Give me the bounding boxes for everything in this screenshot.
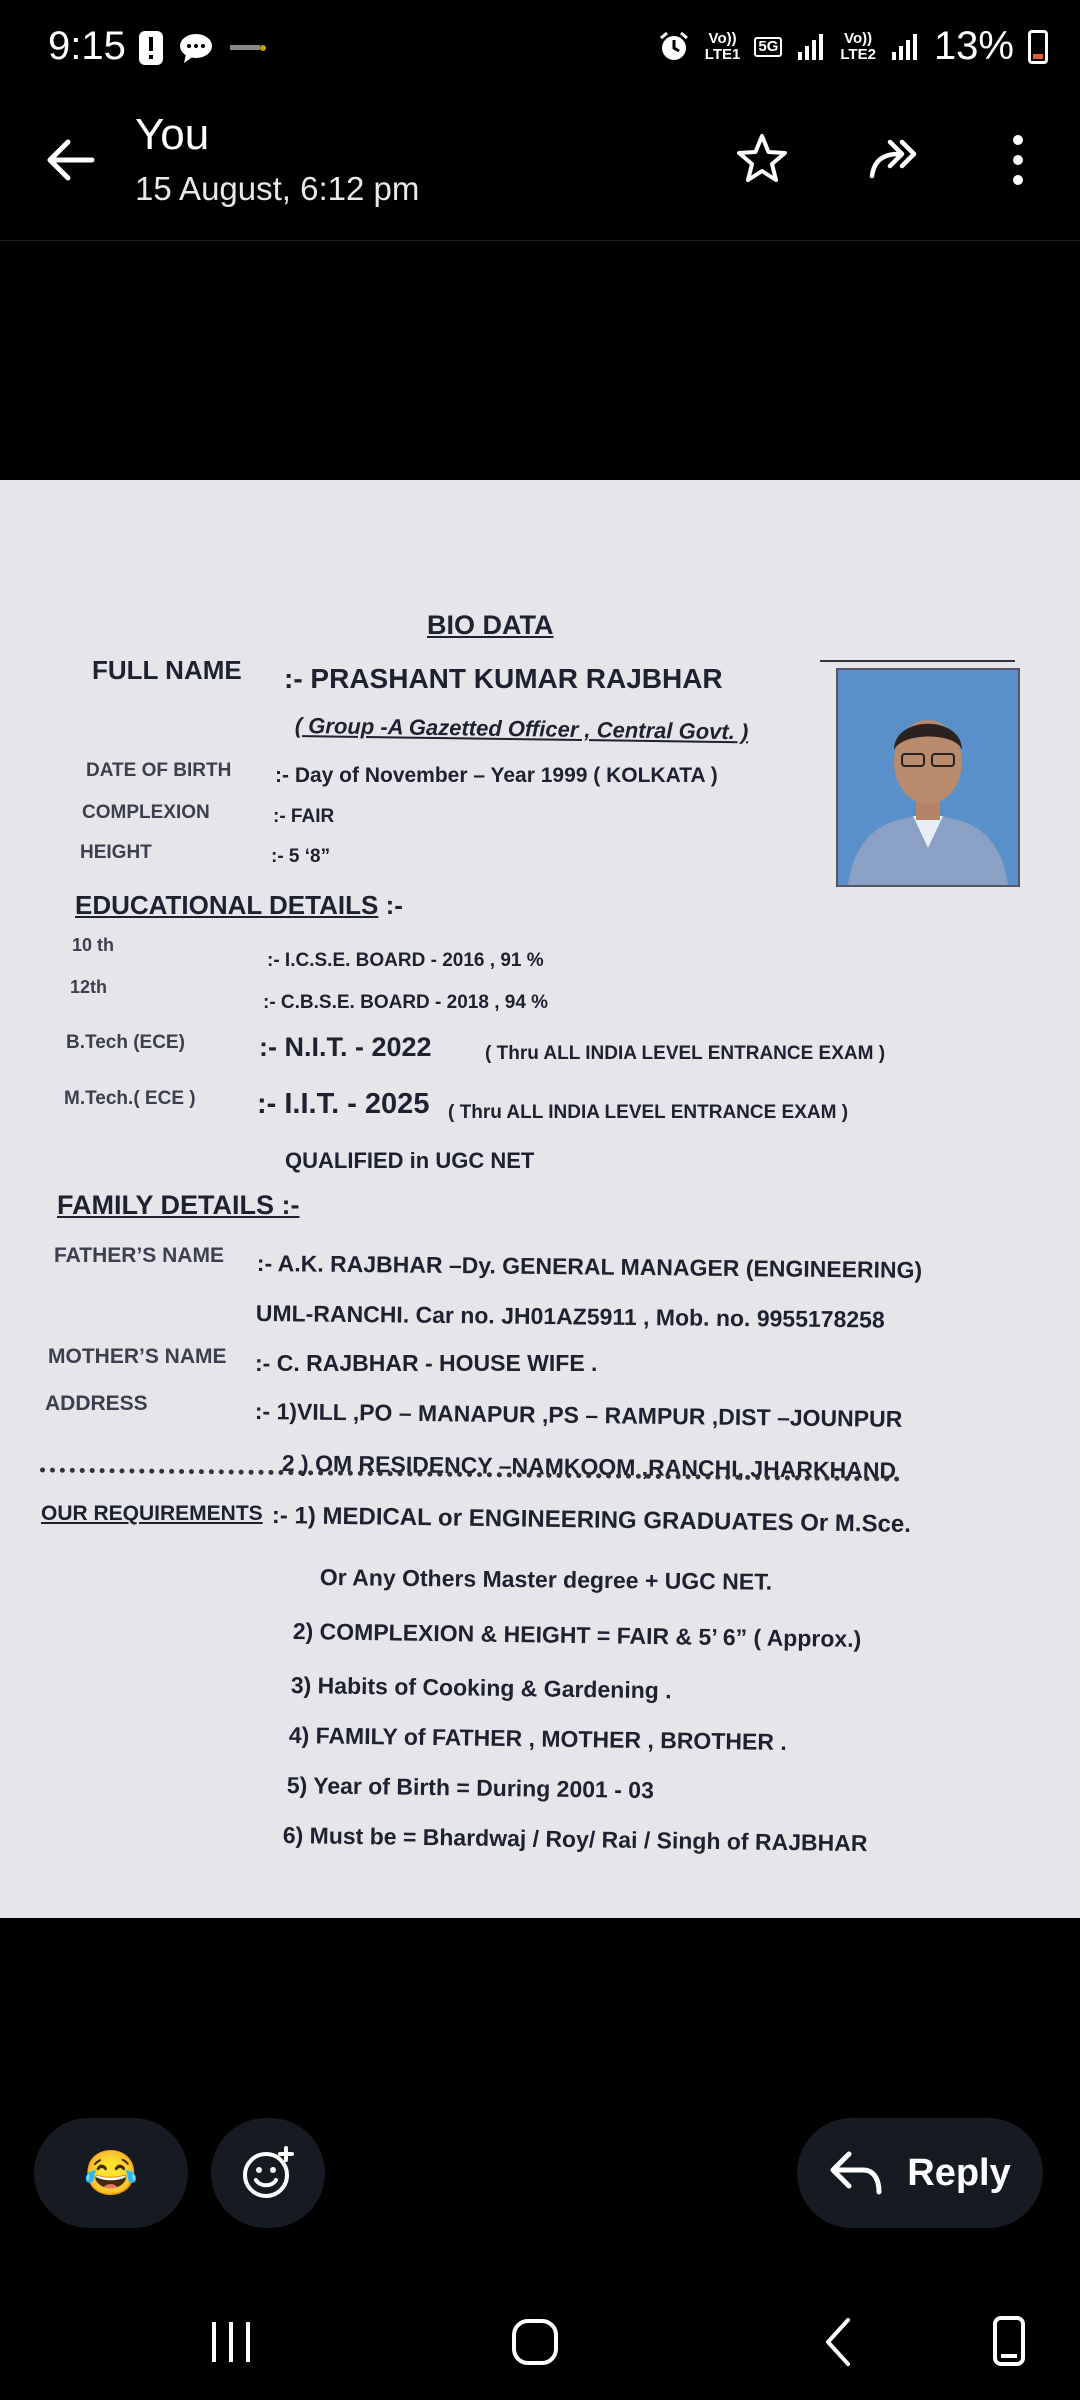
- app-notification-icon: [228, 40, 268, 56]
- requirement-6: 6) Must be = Bhardwaj / Roy/ Rai / Singh of RAJBHAR: [282, 1822, 868, 1857]
- star-icon[interactable]: [732, 130, 792, 190]
- family-heading: FAMILY DETAILS :-: [57, 1190, 300, 1220]
- biodata-image[interactable]: [0, 480, 1080, 1918]
- requirements-heading: OUR REQUIREMENTS: [41, 1502, 263, 1525]
- status-bar: [0, 0, 1080, 100]
- reaction-button[interactable]: [34, 2118, 188, 2228]
- twelfth-value: :- C.B.S.E. BOARD - 2018 , 94 %: [263, 992, 549, 1013]
- father-value-line2: UML-RANCHI. Car no. JH01AZ5911 , Mob. no. 9955178258: [255, 1300, 885, 1333]
- edu-heading: [75, 890, 403, 921]
- alert-icon: [138, 30, 164, 66]
- signal-icon-2: [890, 32, 920, 62]
- full-name-value: :- PRASHANT KUMAR RAJBHAR: [284, 663, 723, 694]
- more-options-icon[interactable]: [988, 130, 1048, 190]
- tenth-value: :- I.C.S.E. BOARD - 2016 , 91 %: [267, 950, 544, 971]
- viewer-header: [0, 110, 1080, 241]
- requirement-1b: Or Any Others Master degree + UGC NET.: [319, 1564, 773, 1595]
- tenth-label: 10 th: [72, 935, 115, 955]
- home-icon[interactable]: [500, 2312, 570, 2372]
- height-value: :- 5 ‘8”: [271, 846, 331, 867]
- back-arrow-icon[interactable]: [40, 130, 100, 190]
- dob-value: :- Day of November – Year 1999 ( KOLKATA ): [275, 764, 718, 787]
- person-photo-icon: [838, 670, 1018, 885]
- father-label: FATHER’S NAME: [54, 1244, 224, 1267]
- reply-button[interactable]: [797, 2118, 1043, 2228]
- battery-icon: [1028, 30, 1048, 64]
- requirement-2: 2) COMPLEXION & HEIGHT = FAIR & 5’ 6” ( Approx.): [292, 1618, 862, 1652]
- requirement-4: 4) FAMILY of FATHER , MOTHER , BROTHER .: [288, 1722, 787, 1755]
- laughing-emoji-icon: 😂: [83, 2149, 139, 2198]
- btech-note: ( Thru ALL INDIA LEVEL ENTRANCE EXAM ): [485, 1043, 886, 1064]
- father-value: :- A.K. RAJBHAR –Dy. GENERAL MANAGER (ENGINEERING): [256, 1250, 923, 1283]
- 5g-indicator: 5G: [754, 37, 782, 57]
- reply-label: Reply: [907, 2151, 1011, 2194]
- doc-heading: BIO DATA: [427, 610, 554, 640]
- status-notifications: [138, 30, 268, 66]
- designation: ( Group -A Gazetted Officer , Central Govt. ): [294, 713, 749, 745]
- mtech-label: M.Tech.( ECE ): [64, 1088, 196, 1109]
- add-emoji-icon: [240, 2145, 296, 2201]
- sender-name: You: [135, 110, 210, 159]
- complexion-value: :- FAIR: [273, 806, 335, 827]
- alarm-icon: [657, 30, 691, 64]
- requirement-3: 3) Habits of Cooking & Gardening .: [290, 1672, 672, 1704]
- address-value-1: :- 1)VILL ,PO – MANAPUR ,PS – RAMPUR ,DIST –JOUNPUR: [254, 1398, 903, 1432]
- forward-icon[interactable]: [866, 130, 926, 190]
- status-time: 9:15: [48, 24, 126, 68]
- mtech-note: ( Thru ALL INDIA LEVEL ENTRANCE EXAM ): [448, 1102, 849, 1123]
- btech-label: B.Tech (ECE): [66, 1032, 185, 1053]
- mother-label: MOTHER’S NAME: [48, 1345, 227, 1368]
- mother-value: :- C. RAJBHAR - HOUSE WIFE .: [255, 1350, 598, 1376]
- twelfth-label: 12th: [70, 977, 108, 997]
- mtech-value: :- I.I.T. - 2025: [257, 1088, 430, 1120]
- recent-apps-icon[interactable]: [196, 2312, 266, 2372]
- status-right: [657, 24, 1048, 69]
- address-label: ADDRESS: [45, 1392, 148, 1415]
- signal-icon: [796, 32, 826, 62]
- message-timestamp: 15 August, 6:12 pm: [135, 170, 420, 207]
- height-label: HEIGHT: [80, 842, 152, 863]
- chat-bubble-icon: [178, 32, 214, 64]
- complexion-label: COMPLEXION: [82, 802, 210, 823]
- lte1-indicator: Vo)) LTE1: [704, 29, 741, 63]
- full-name-label: FULL NAME: [92, 655, 242, 685]
- nav-back-icon[interactable]: [804, 2312, 874, 2372]
- reply-arrow-icon: [829, 2150, 883, 2196]
- profile-photo: [836, 668, 1020, 887]
- address-value-2: 2 ) OM RESIDENCY –NAMKOOM ,RANCHI, JHARKHAND: [281, 1450, 897, 1484]
- battery-percent: 13%: [933, 24, 1014, 68]
- btech-value: :- N.I.T. - 2022: [259, 1032, 432, 1062]
- lte2-indicator: Vo)) LTE2: [840, 29, 876, 63]
- add-reaction-button[interactable]: [211, 2118, 325, 2228]
- qualified-text: QUALIFIED in UGC NET: [285, 1148, 535, 1173]
- edu-heading-text: EDUCATIONAL DETAILS: [75, 890, 379, 920]
- dob-label: DATE OF BIRTH: [86, 760, 232, 781]
- photo-top-line: [820, 660, 1015, 662]
- requirement-5: 5) Year of Birth = During 2001 - 03: [286, 1772, 655, 1804]
- requirement-1: :- 1) MEDICAL or ENGINEERING GRADUATES Or M.Sce.: [271, 1502, 912, 1538]
- message-actions: [0, 2118, 1080, 2228]
- keyboard-toggle-icon[interactable]: [975, 2312, 1045, 2372]
- edu-heading-suffix: :-: [385, 890, 403, 920]
- system-nav-bar: [0, 2290, 1080, 2400]
